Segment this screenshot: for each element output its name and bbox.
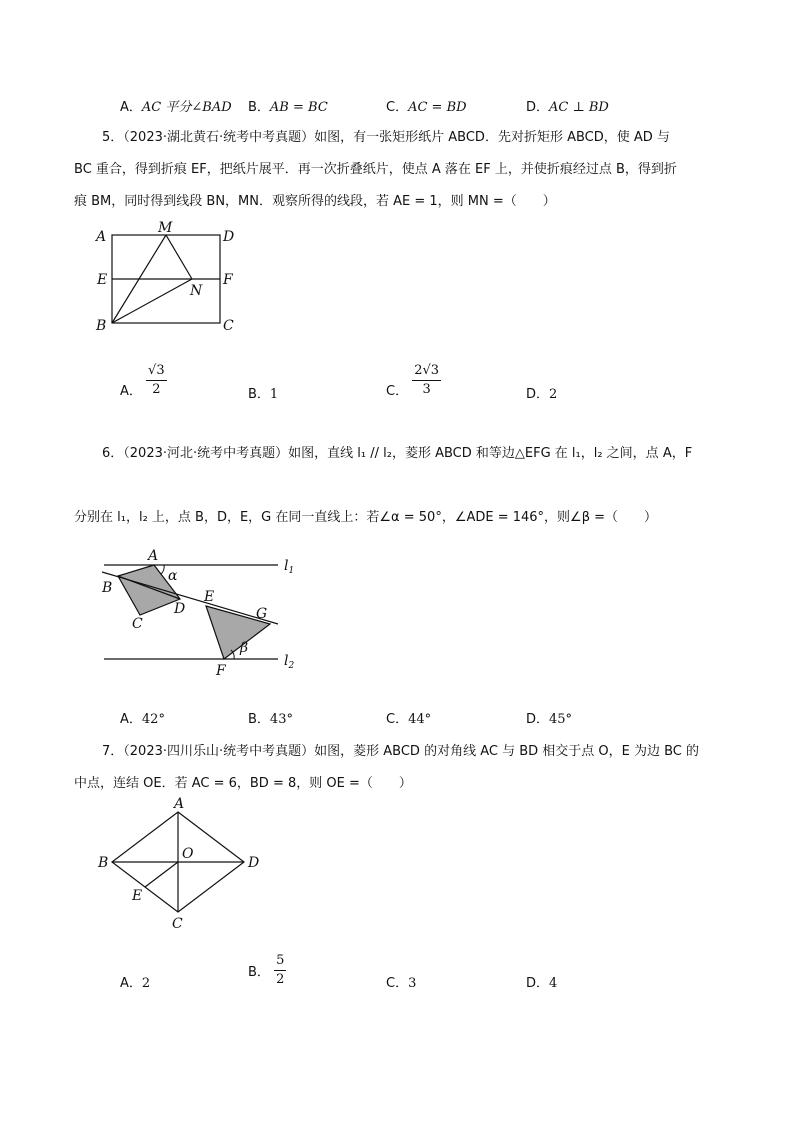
q5-line2: BC 重合，得到折痕 EF，把纸片展平．再一次折叠纸片，使点 A 落在 EF 上，并使折痕经过点 B，得到折 xyxy=(74,162,677,177)
segment-bn xyxy=(112,279,192,323)
line-bdeg xyxy=(102,572,278,624)
q7-option-d: D．4 xyxy=(526,976,558,991)
label-f: F xyxy=(216,663,226,679)
q5-line1: 5．（2023·湖北黄石·统考中考真题）如图，有一张矩形纸片 ABCD．先对折矩形 ABCD，使 AD 与 xyxy=(102,130,670,145)
q6-option-c: C．44° xyxy=(386,712,432,727)
q6-figure xyxy=(94,540,314,680)
q7-option-b: B． $\frac{5}{2}$ xyxy=(248,953,285,987)
q6-line2: 分别在 l₁，l₂ 上，点 B，D，E，G 在同一直线上：若∠α = 50°，∠ADE = 146°，则∠β =（ ） xyxy=(74,510,658,525)
label-g: G xyxy=(256,606,268,622)
label-b: B xyxy=(96,318,107,334)
q4-option-b: B．AB = BC xyxy=(248,100,328,115)
label-e: E xyxy=(132,888,143,904)
label-beta: β xyxy=(240,640,249,656)
q5-option-b: B．1 xyxy=(248,387,279,402)
label-c: C xyxy=(172,916,183,932)
q4-option-c: C．AC = BD xyxy=(386,100,467,115)
fraction: $\frac{√3}{2}$ xyxy=(148,363,165,397)
q4-option-a: A．AC 平分∠BAD xyxy=(120,100,232,115)
label-m: M xyxy=(158,220,173,236)
label-a: A xyxy=(148,548,159,564)
fraction: $\frac{2√3}{3}$ xyxy=(414,363,440,397)
segment-oe xyxy=(145,862,178,887)
segment-mn xyxy=(166,235,192,279)
label-e: E xyxy=(204,589,215,605)
label-b: B xyxy=(98,855,109,871)
label-d: D xyxy=(174,601,186,617)
q7-option-a: A．2 xyxy=(120,976,151,991)
q5-option-d: D．2 xyxy=(526,387,558,402)
q7-line1: 7．（2023·四川乐山·统考中考真题）如图，菱形 ABCD 的对角线 AC 与 BD 相交于点 O，E 为边 BC 的 xyxy=(102,744,700,759)
label-c: C xyxy=(223,318,234,334)
q5-option-c: C． $\frac{2√3}{3}$ xyxy=(386,363,440,399)
label-n: N xyxy=(190,283,203,299)
label-b: B xyxy=(102,580,113,596)
q4-option-d: D．AC ⊥ BD xyxy=(526,100,609,115)
q7-line2: 中点，连结 OE．若 AC = 6，BD = 8，则 OE =（ ） xyxy=(74,776,412,791)
label-alpha: α xyxy=(168,568,178,584)
q7-option-c: C．3 xyxy=(386,976,417,991)
q6-option-a: A．42° xyxy=(120,712,165,727)
label-a: A xyxy=(174,796,185,812)
angle-alpha-arc xyxy=(161,565,164,574)
q6-option-b: B．43° xyxy=(248,712,293,727)
label-o: O xyxy=(182,846,194,862)
label-l2: $l_2$ xyxy=(284,653,295,671)
label-c: C xyxy=(132,616,143,632)
label-l1: $l_1$ xyxy=(284,558,295,576)
label-e: E xyxy=(97,272,108,288)
label-d: D xyxy=(248,855,260,871)
label-a: A xyxy=(96,229,107,245)
q6-option-d: D．45° xyxy=(526,712,573,727)
q7-figure xyxy=(94,796,274,936)
label-d: D xyxy=(223,229,235,245)
q6-line1: 6．（2023·河北·统考中考真题）如图，直线 l₁ // l₂，菱形 ABCD 和等边△EFG 在 l₁，l₂ 之间，点 A，F xyxy=(102,446,693,461)
q5-option-a: A． $\frac{√3}{2}$ xyxy=(120,363,165,399)
q5-figure xyxy=(94,218,254,336)
fraction: $\frac{5}{2}$ xyxy=(276,953,285,987)
q5-line3: 痕 BM，同时得到线段 BN，MN．观察所得的线段，若 AE = 1，则 MN =（ ） xyxy=(74,194,556,209)
label-f: F xyxy=(223,272,233,288)
